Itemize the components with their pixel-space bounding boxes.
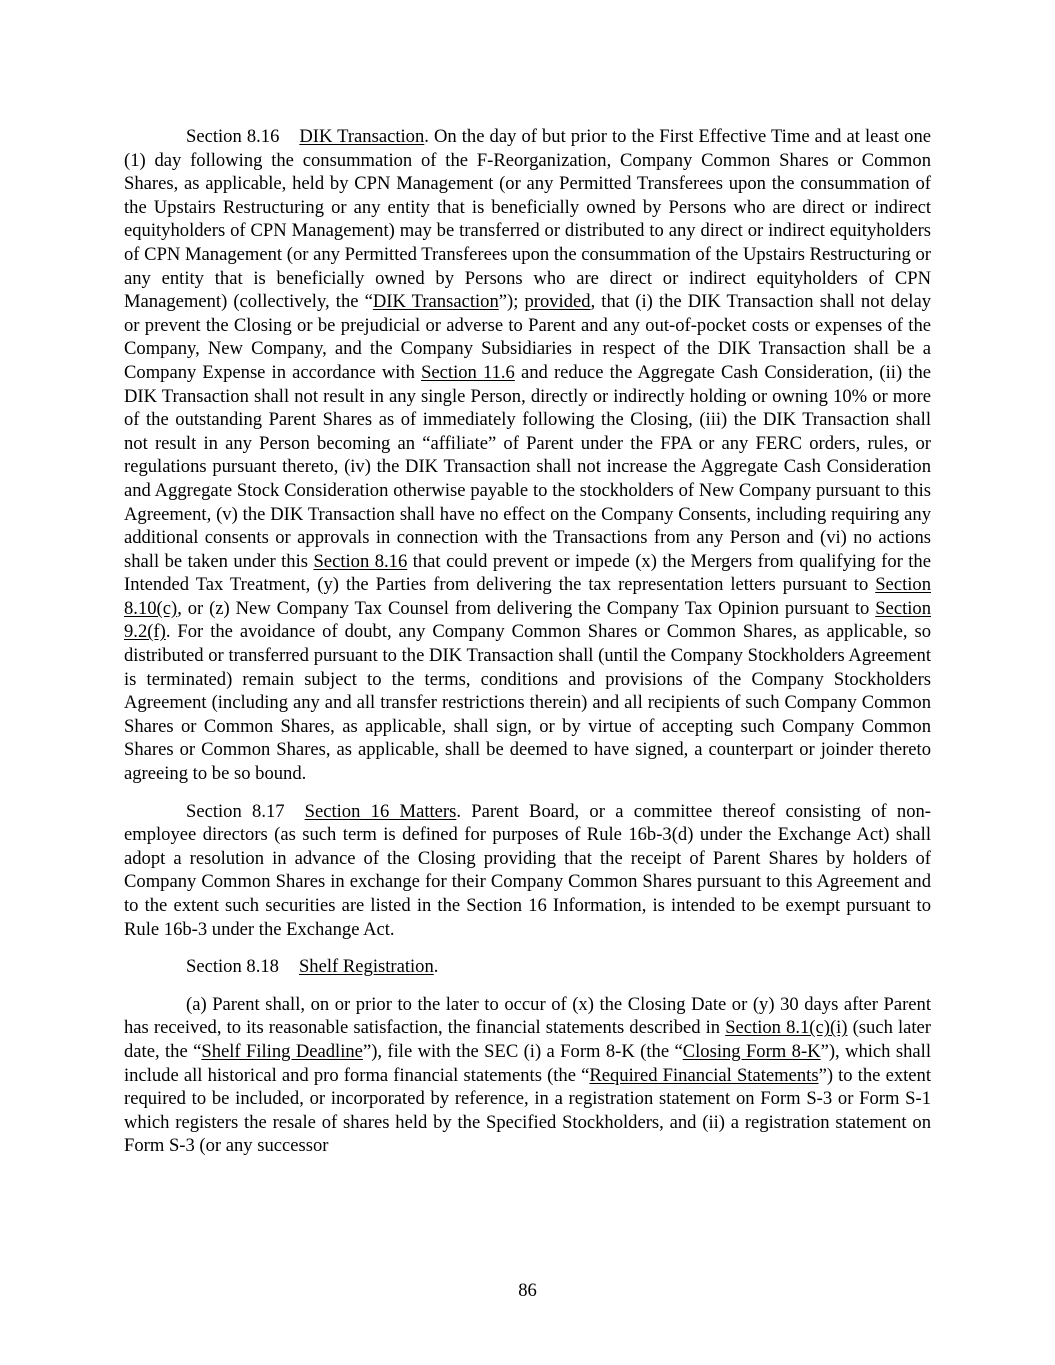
defined-term: DIK Transaction: [372, 291, 499, 313]
section-title: Section 16 Matters: [304, 800, 457, 822]
defined-term: Required Financial Statements: [589, 1064, 819, 1086]
cross-reference: Section 8.1(c)(i): [725, 1017, 848, 1039]
subsection-a-paragraph: (a) Parent shall, on or prior to the later to occur of (x) the Closing Date or (y) 30 days after Parent has received, to its reasonable satisfaction, the financial statements described in Section 8.1(c)(i) (such later date, the “Shelf Filing Deadline”), file with the SEC (i) a Form 8-K (the “Closing Form 8-K”), which shall include all historical and pro forma financial statements (the “Required Financial Statements”) to the extent required to be included, or incorporated by reference, in a registration statement on Form S-3 or Form S-1 which registers the resale of shares held by the Specified Stockholders, and (ii) a registration statement on Form S-3 (or any successor: [124, 993, 931, 1157]
section-title: Shelf Registration: [298, 956, 434, 978]
cross-reference: Section 9.2(f): [124, 597, 931, 643]
defined-term: Shelf Filing Deadline: [201, 1040, 363, 1062]
section-8-18-heading: Section 8.18 Shelf Registration.: [186, 956, 439, 978]
cross-reference: Section 11.6: [421, 361, 515, 383]
section-number: Section 8.17: [186, 800, 285, 822]
proviso-term: provided: [524, 291, 591, 313]
section-8-16-paragraph: Section 8.16 DIK Transaction. On the day of but prior to the First Effective Time and at least one (1) day following the consummation of the F-Reorganization, Company Common Shares or Common Shares, as applicable, held by CPN Management (or any Permitted Transferees upon the consummation of the Upstairs Restructuring or any entity that is beneficially owned by Persons who are direct or indirect equityholders of CPN Management) may be transferred or distributed to any direct or indirect equityholders of CPN Management (or any Permitted Transferees upon the consummation of the Upstairs Restructuring or any entity that is beneficially owned by Persons who are direct or indirect equityholders of CPN Management) (collectively, the “DIK Transaction”); provided, that (i) the DIK Transaction shall not delay or prevent the Closing or be prejudicial or adverse to Parent and any out-of-pocket costs or expenses of the Company, New Company, and the Company Subsidiaries in respect of the DIK Transaction shall be a Company Expense in accordance with Section 11.6 and reduce the Aggregate Cash Consideration, (ii) the DIK Transaction shall not result in any single Person, directly or indirectly holding or owning 10% or more of the outstanding Parent Shares as of immediately following the Closing, (iii) the DIK Transaction shall not result in any Person becoming an “affiliate” of Parent under the FPA or any FERC orders, rules, or regulations pursuant thereto, (iv) the DIK Transaction shall not increase the Aggregate Cash Consideration and Aggregate Stock Consideration otherwise payable to the stockholders of New Company pursuant to this Agreement, (v) the DIK Transaction shall have no effect on the Company Consents, including requiring any additional consents or approvals in connection with the Transactions from any Person and (vi) no actions shall be taken under this Section 8.16 that could prevent or impede (x) the Mergers from qualifying for the Intended Tax Treatment, (y) the Parties from delivering the tax representation letters pursuant to Section 8.10(c), or (z) New Company Tax Counsel from delivering the Company Tax Opinion pursuant to Section 9.2(f). For the avoidance of doubt, any Company Common Shares or Common Shares, as applicable, so distributed or transferred pursuant to the DIK Transaction shall (until the Company Stockholders Agreement is terminated) remain subject to the terms, conditions and provisions of the Company Stockholders Agreement (including any and all transfer restrictions therein) and all recipients of such Company Common Shares or Common Shares, as applicable, shall sign, or by virtue of accepting such Company Common Shares or Common Shares, as applicable, shall be deemed to have signed, a counterpart or joinder thereto agreeing to be so bound.: [124, 126, 931, 785]
cross-reference: Section 8.16: [313, 550, 408, 572]
section-number: Section 8.18: [186, 956, 279, 978]
section-8-17-paragraph: Section 8.17 Section 16 Matters. Parent Board, or a committee thereof consisting of non-employee directors (as such term is defined for purposes of Rule 16b-3(d) under the Exchange Act) shall adopt a resolution in advance of the Closing providing that the receipt of Parent Shares by holders of Company Common Shares in exchange for their Company Common Shares pursuant to this Agreement and to the extent such securities are listed in the Section 16 Information, is intended to be exempt pursuant to Rule 16b-3 under the Exchange Act.: [124, 800, 931, 940]
section-number: Section 8.16: [186, 126, 280, 147]
document-page: [124, 125, 931, 1172]
page-number: 86: [518, 1280, 537, 1301]
defined-term: Closing Form 8-K: [682, 1040, 821, 1062]
section-title: DIK Transaction: [299, 126, 425, 147]
cross-reference: Section 8.10(c): [124, 574, 931, 619]
